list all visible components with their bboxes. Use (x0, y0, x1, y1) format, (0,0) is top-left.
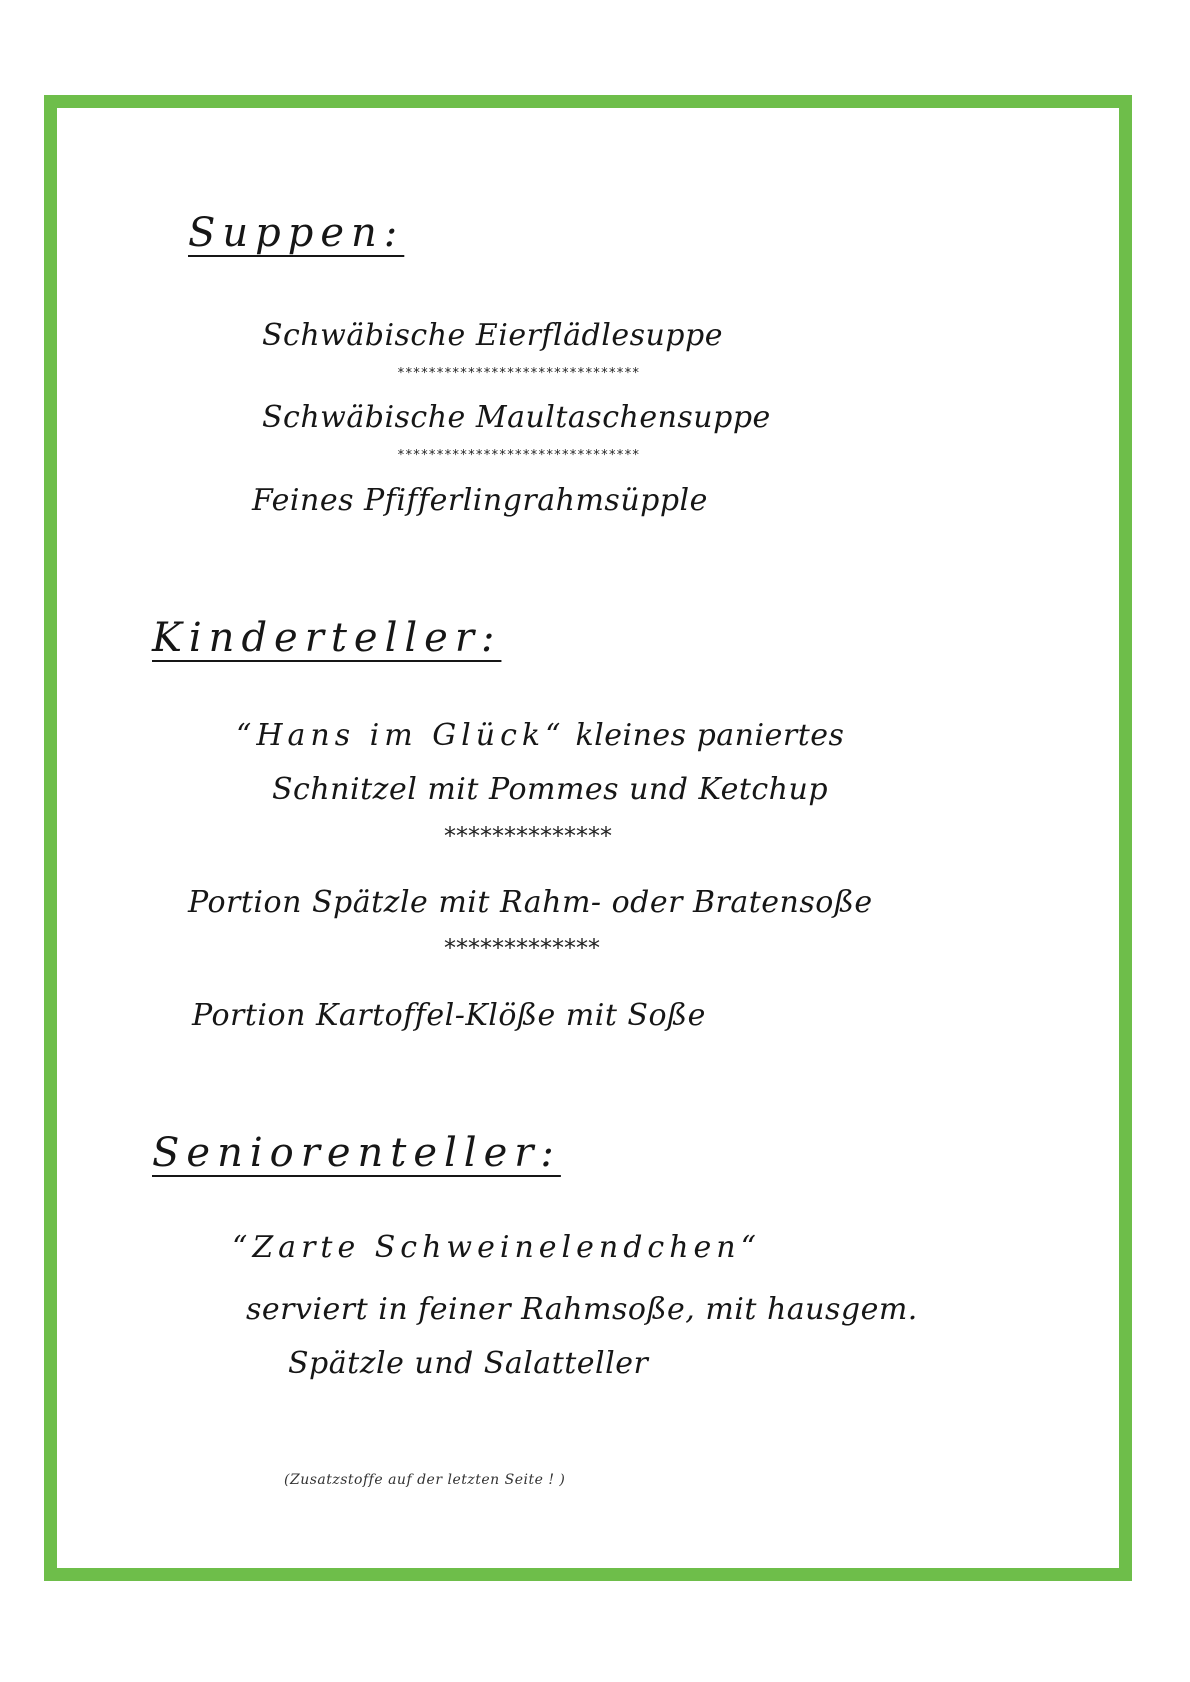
heading-seniorenteller: Seniorenteller: (152, 1130, 561, 1176)
separator: ******************************* (397, 366, 640, 381)
footnote: (Zusatzstoffe auf der letzten Seite ! ) (284, 1472, 566, 1488)
heading-suppen: Suppen: (188, 210, 405, 256)
dish-portion-spaetzle: Portion Spätzle mit Rahm- oder Bratensoße (188, 885, 873, 920)
heading-kinderteller: Kinderteller: (152, 615, 502, 661)
dish-kartoffel-kloesse: Portion Kartoffel-Klöße mit Soße (192, 998, 706, 1033)
dish-hans-im-glueck (236, 718, 844, 753)
dish-line-2: Schnitzel mit Pommes und Ketchup (272, 772, 829, 807)
dish-zarte-schweinelendchen: “Zarte Schweinelendchen“ (232, 1230, 761, 1265)
dish-pfifferlingrahmsueppchen: Feines Pfifferlingrahmsüpple (252, 483, 708, 518)
dish-title-quote: “Hans im Glück“ (236, 718, 566, 753)
separator: ************* (444, 934, 600, 962)
dish-line-2: serviert in feiner Rahmsoße, mit hausgem. (246, 1292, 918, 1327)
dish-maultaschensuppe: Schwäbische Maultaschensuppe (262, 400, 771, 435)
separator: ******************************* (397, 448, 640, 463)
dish-line-3: Spätzle und Salatteller (288, 1346, 649, 1381)
separator: ************** (444, 822, 612, 850)
dish-description: kleines paniertes (565, 718, 845, 753)
dish-eierflaedlesuppe: Schwäbische Eierflädlesuppe (262, 318, 723, 353)
